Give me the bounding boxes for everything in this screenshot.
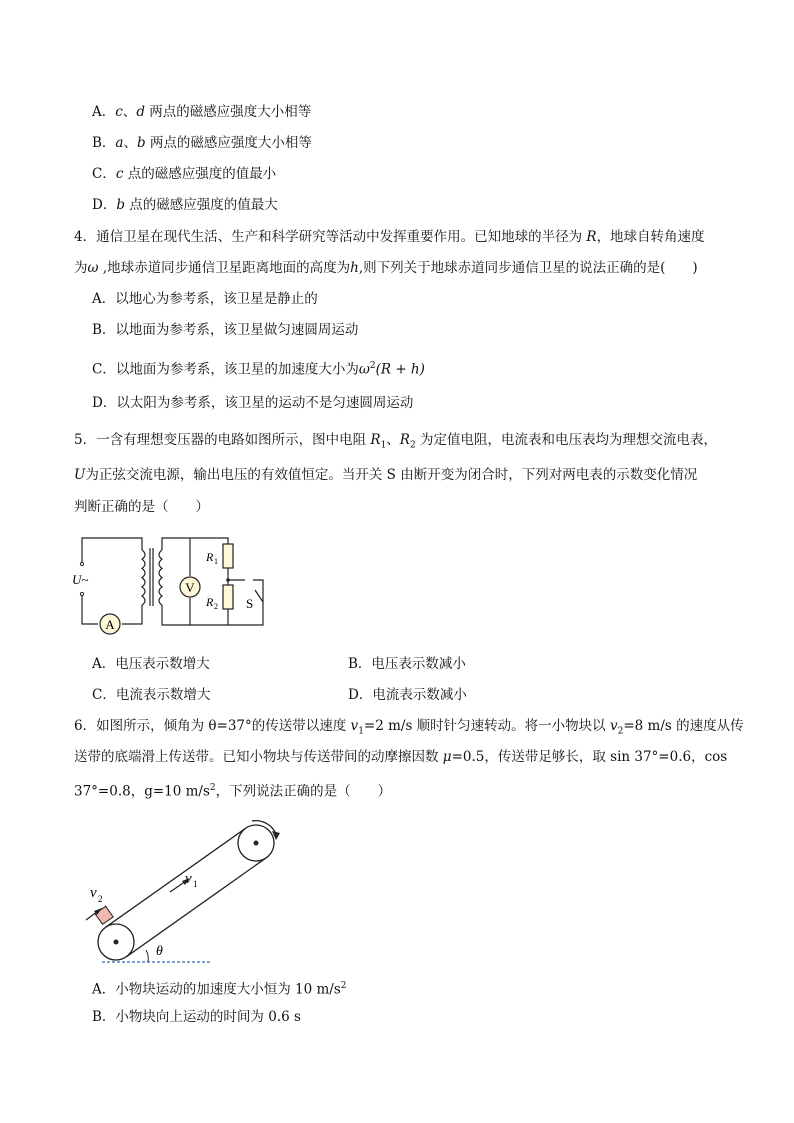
q3-option-a: A．c、d 两点的磁感应强度大小相等 <box>92 104 312 120</box>
q5-stem-line3: 判断正确的是（ ） <box>74 499 209 515</box>
q4-stem-line2: 为ω ,地球赤道同步通信卫星距离地面的高度为h,则下列关于地球赤道同步通信卫星的说法正确的是( ) <box>74 260 698 276</box>
q6-stem-line1: 6．如图所示，倾角为 θ=37°的传送带以速度 $v_1=2$ m/s 顺时针匀速转动。将一小物块以 $v_2=8$ m/s 的速度从传 <box>74 718 744 737</box>
q4-option-b: B．以地面为参考系，该卫星做匀速圆周运动 <box>92 322 359 338</box>
voltmeter-label: V <box>185 580 195 595</box>
q6-option-a: A．小物块运动的加速度大小恒为 10 $m/s^2$ <box>92 981 347 998</box>
q4-stem-line1: 4．通信卫星在现代生活、生产和科学研究等活动中发挥重要作用。已知地球的半径为 R，地球自转角速度 <box>74 229 705 245</box>
r1-label: R <box>206 550 214 564</box>
q3-option-d: D．b 点的磁感应强度的值最大 <box>92 197 278 213</box>
q4-option-c: C．以地面为参考系，该卫星的加速度大小为$\omega^2(R + h)$ <box>92 361 425 378</box>
q5-option-a: A．电压表示数增大 <box>92 656 210 672</box>
q5-stem-line2: U为正弦交流电源，输出电压的有效值恒定。当开关 S 由断开变为闭合时，下列对两电表的示数变化情况 <box>74 467 698 483</box>
q6-option-b: B．小物块向上运动的时间为 0.6 s <box>92 1009 301 1025</box>
r2-label: R <box>206 595 214 609</box>
switch-label: S <box>246 596 254 611</box>
q3-option-b: B．a、b 两点的磁感应强度大小相等 <box>92 135 312 151</box>
ammeter-label: A <box>105 617 115 632</box>
r2-sub: 2 <box>214 602 218 611</box>
conveyor-belt-figure <box>80 812 310 972</box>
v2-sub: 2 <box>98 894 103 904</box>
source-label: U~ <box>72 572 89 587</box>
q3-option-c: C．c 点的磁感应强度的值最小 <box>92 166 277 182</box>
r1-sub: 1 <box>214 557 218 566</box>
v1-sub: 1 <box>193 879 198 889</box>
q5-option-c: C．电流表示数增大 <box>92 687 211 703</box>
theta-label: θ <box>156 944 163 959</box>
q4-option-d: D．以太阳为参考系，该卫星的运动不是匀速圆周运动 <box>92 395 414 411</box>
transformer-circuit-figure <box>70 530 270 640</box>
v2-label: v <box>90 885 97 901</box>
q5-option-b: B．电压表示数减小 <box>348 656 466 672</box>
q5-option-d: D．电流表示数减小 <box>348 687 467 703</box>
v1-label: v <box>185 871 192 887</box>
q5-stem-line1: 5．一含有理想变压器的电路如图所示，图中电阻 $R_1$、$R_2$ 为定值电阻，电流表和电压表均为理想交流电表， <box>74 432 717 451</box>
q6-stem-line2: 送带的底端滑上传送带。已知小物块与传送带间的动摩擦因数 μ=0.5，传送带足够长，取 sin 37°=0.6，cos <box>74 749 728 765</box>
q6-stem-line3: 37°=0.8，g=10 $m/s^2$，下列说法正确的是（ ） <box>74 783 392 800</box>
q4-option-a: A．以地心为参考系，该卫星是静止的 <box>92 291 318 307</box>
